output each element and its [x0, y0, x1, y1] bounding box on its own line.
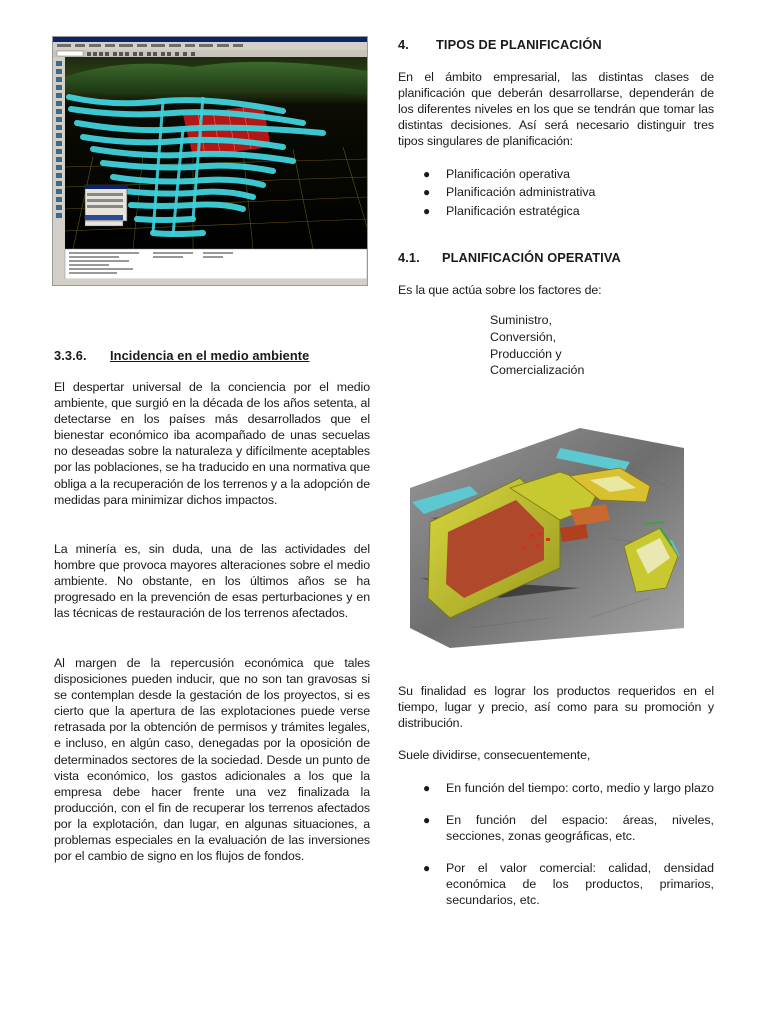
- mine-aerial-render: [410, 428, 684, 648]
- paragraph-environment-2: La minería es, sin duda, una de las actividades del hombre que provoca mayores alteraciones sobre el medio ambiente. No obstante, en los últimos años se ha progresado en la prevención de esas perturbaciones y en las técnicas de restauración de los terrenos afectados.: [54, 542, 370, 621]
- section-4-heading: [398, 37, 714, 52]
- section-4-1-heading: [398, 250, 714, 265]
- section-title: TIPOS DE PLANIFICACIÓN: [436, 37, 602, 52]
- planning-types-list: [398, 166, 714, 219]
- section-title: PLANIFICACIÓN OPERATIVA: [442, 250, 621, 265]
- bullet-icon: ●: [423, 813, 431, 828]
- intro-paragraph: En el ámbito empresarial, las distintas clases de planificación que deberán desarrollarse, dependerán de los diferentes niveles en los que se tendrán que tomar las distintas decisiones. Así será necesario distinguir tres tipos singulares de planificación:: [398, 70, 714, 149]
- bullet-icon: ●: [423, 203, 431, 218]
- factor-item: Suministro,: [490, 313, 552, 327]
- bullet-icon: ●: [423, 781, 431, 795]
- bullet-icon: ●: [423, 185, 431, 200]
- list-item: ● Planificación operativa: [423, 167, 570, 181]
- paragraph-environment-3: Al margen de la repercusión económica que tales disposiciones pueden inducir, que no son tan gravosas si se contemplan desde la gestación de los proyectos, si es cierto que la apertura de las explotaciones puede verse retrasada por la obtención de permisos y trámites legales, e incluso, en algún caso, denegadas por la oposición de determinados sectores de la sociedad. Desde un punto de vista económico, los gastos adicionales a los que la empresa debe hacer frente una vez finalizada la producción, con el fin de recuperar los terrenos afectados por la explotación, dan lugar, en algunas situaciones, a problemas especiales en la evaluación de las inversiones por el cambio de signo en los flujos de fondos.: [54, 656, 370, 864]
- list-item: ● Por el valor comercial: calidad, densidad económica de los productos, primarios, secundarios, etc.: [423, 861, 714, 908]
- factor-item: Producción y: [490, 346, 562, 361]
- section-number: 4.1.: [398, 250, 420, 265]
- section-number: 3.3.6.: [54, 348, 87, 363]
- bullet-icon: ●: [423, 167, 431, 181]
- bullet-icon: ●: [423, 861, 431, 876]
- list-item: ● En función del tiempo: corto, medio y largo plazo: [423, 781, 714, 795]
- mine-3d-model-figure: [53, 37, 367, 285]
- purpose-paragraph: Su finalidad es lograr los productos requeridos en el tiempo, lugar y precio, así como para su promoción y distribución.: [398, 684, 714, 731]
- factor-item: Conversión,: [490, 329, 557, 344]
- section-3-3-6-heading: [54, 348, 370, 363]
- factors-list: [490, 312, 584, 379]
- list-item: ● Planificación administrativa: [423, 185, 596, 200]
- section-number: 4.: [398, 37, 409, 52]
- list-item: ● Planificación estratégica: [423, 203, 580, 218]
- division-list: [398, 780, 714, 909]
- factors-intro: Es la que actúa sobre los factores de:: [398, 283, 602, 297]
- factor-item: Comercialización: [490, 363, 585, 378]
- aerial-mine-figure: [410, 428, 684, 648]
- section-title: Incidencia en el medio ambiente: [110, 348, 310, 363]
- list-item: ● En función del espacio: áreas, niveles, secciones, zonas geográficas, etc.: [423, 813, 714, 844]
- division-intro: Suele dividirse, consecuentemente,: [398, 748, 591, 762]
- paragraph-environment-1: El despertar universal de la conciencia por el medio ambiente, que surgió en la década de los años setenta, al detectarse en los países más desarrollados que el bienestar económico iba acompañado de unas secuelas no deseadas sobre la naturaleza y difícilmente aceptables por las poblaciones, se ha traducido en una normativa que obliga a la recuperación de los terrenos y a la adopción de medidas para minimizar dichos impactos.: [54, 380, 370, 507]
- mine-model-screenshot: [52, 36, 368, 286]
